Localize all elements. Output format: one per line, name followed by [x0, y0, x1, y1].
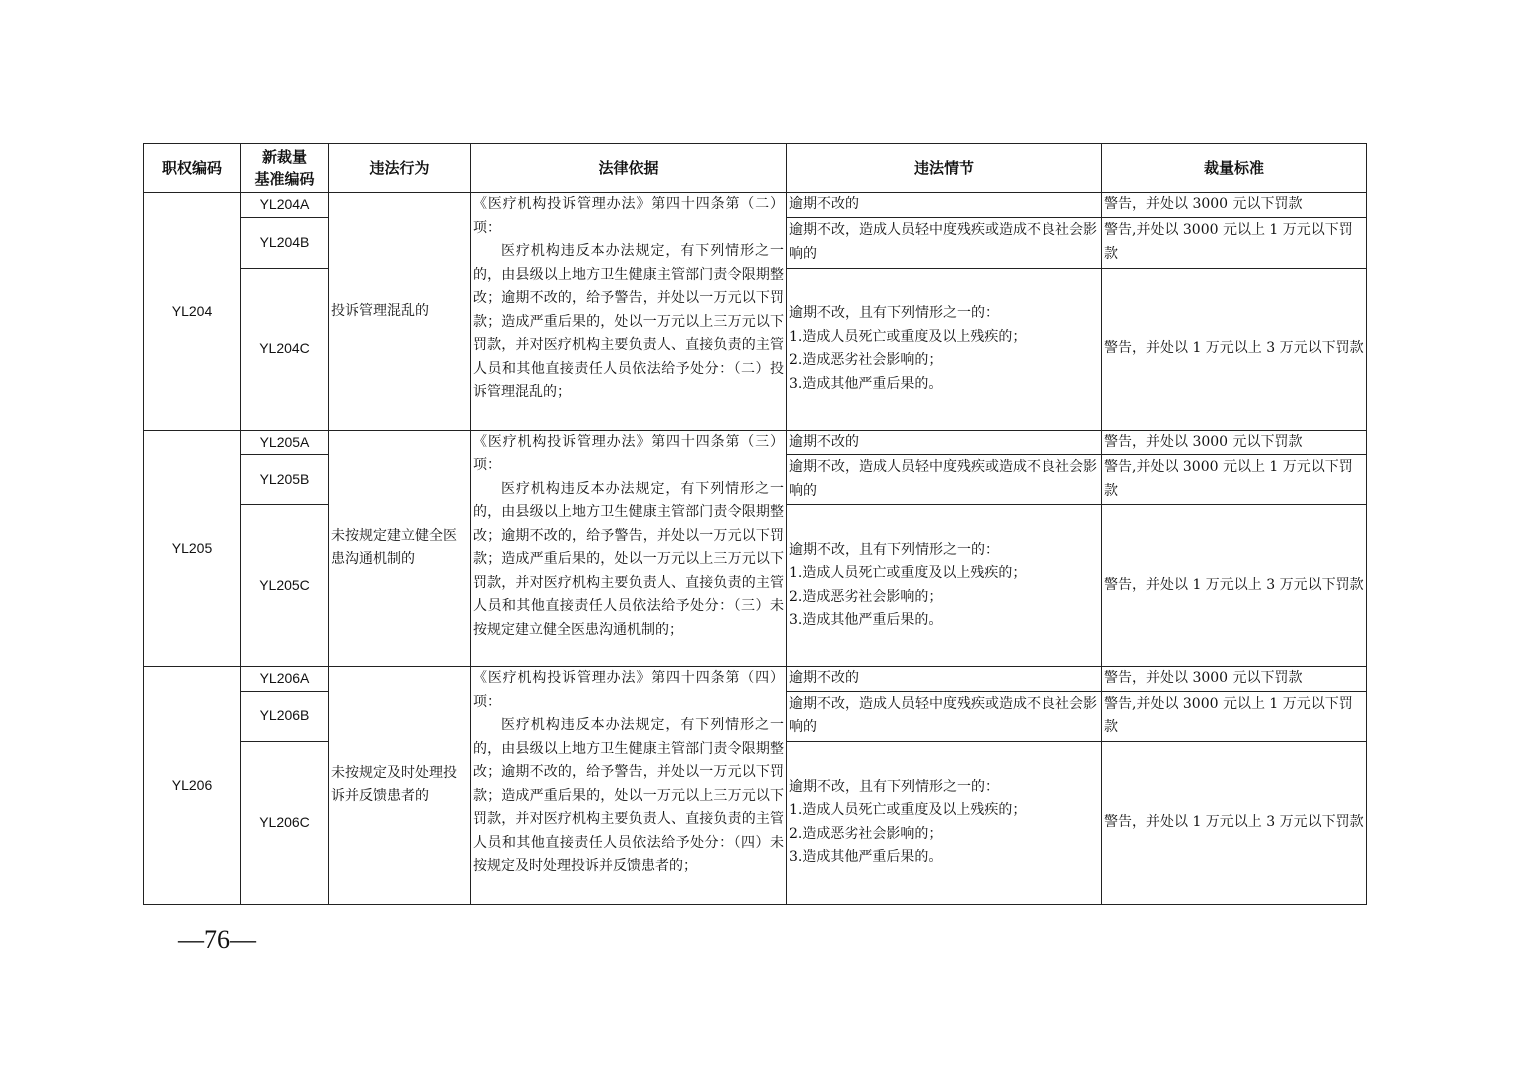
legal-basis-title: 《医疗机构投诉管理办法》第四十四条第（三）项：: [473, 433, 784, 473]
standard-cell: 警告，并处以 3000 元以下罚款: [1102, 667, 1367, 692]
legal-basis-cell: [471, 193, 787, 431]
violation-cell: 未按规定建立健全医患沟通机制的: [329, 430, 471, 667]
standard-cell: 警告,并处以 3000 元以上 1 万元以下罚款: [1102, 217, 1367, 268]
circumstance-cell: 逾期不改，造成人员轻中度残疾或造成不良社会影响的: [787, 455, 1102, 505]
legal-basis-title: 《医疗机构投诉管理办法》第四十四条第（二）项：: [473, 196, 784, 236]
new-code-cell: YL204C: [241, 268, 329, 430]
header-power-code: 职权编码: [144, 144, 241, 193]
standard-cell: 警告，并处以 3000 元以下罚款: [1102, 193, 1367, 218]
header-row: [144, 144, 1367, 193]
legal-basis-body: 医疗机构违反本办法规定，有下列情形之一的，由县级以上地方卫生健康主管部门责令限期整改；逾期不改的，给予警告，并处以一万元以下罚款；造成严重后果的，处以一万元以上三万元以下罚款，并对医疗机构主要负责人、直接负责的主管人员和其他直接责任人员依法给予处分：（三）未按规定建立健全医患沟通机制的；: [473, 480, 784, 638]
violation-cell: 投诉管理混乱的: [329, 193, 471, 431]
header-new-code: [241, 144, 329, 193]
power-code-cell: YL206: [144, 667, 241, 905]
table-row: [144, 193, 1367, 218]
legal-basis-body: 医疗机构违反本办法规定，有下列情形之一的，由县级以上地方卫生健康主管部门责令限期整改；逾期不改的，给予警告，并处以一万元以下罚款；造成严重后果的，处以一万元以上三万元以下罚款，并对医疗机构主要负责人、直接负责的主管人员和其他直接责任人员依法给予处分：（二）投诉管理混乱的；: [473, 243, 784, 400]
header-new-code-line1: 新裁量: [261, 148, 307, 166]
new-code-cell: YL204A: [241, 193, 329, 218]
new-code-cell: YL205A: [241, 430, 329, 455]
group-yl206: [144, 667, 1367, 905]
power-code-cell: YL204: [144, 193, 241, 431]
group-yl205: [144, 430, 1367, 667]
standard-cell: 警告，并处以 1 万元以上 3 万元以下罚款: [1102, 505, 1367, 667]
new-code-cell: YL206A: [241, 667, 329, 692]
legal-basis-cell: [471, 667, 787, 905]
standard-cell: 警告，并处以 3000 元以下罚款: [1102, 430, 1367, 455]
circumstance-cell: 逾期不改，且有下列情形之一的： 1.造成人员死亡或重度及以上残疾的； 2.造成恶劣社会影响的； 3.造成其他严重后果的。: [787, 741, 1102, 904]
circumstance-cell: 逾期不改的: [787, 430, 1102, 455]
new-code-cell: YL206C: [241, 741, 329, 904]
header-violation: 违法行为: [329, 144, 471, 193]
circumstance-cell: 逾期不改的: [787, 667, 1102, 692]
circumstance-cell: 逾期不改，造成人员轻中度残疾或造成不良社会影响的: [787, 691, 1102, 741]
header-circumstance: 违法情节: [787, 144, 1102, 193]
power-code-cell: YL205: [144, 430, 241, 667]
standard-cell: 警告，并处以 1 万元以上 3 万元以下罚款: [1102, 741, 1367, 904]
circumstance-cell: 逾期不改，且有下列情形之一的： 1.造成人员死亡或重度及以上残疾的； 2.造成恶劣社会影响的； 3.造成其他严重后果的。: [787, 268, 1102, 430]
new-code-cell: YL204B: [241, 217, 329, 268]
page-number: —76—: [178, 925, 256, 954]
legal-basis-body: 医疗机构违反本办法规定，有下列情形之一的，由县级以上地方卫生健康主管部门责令限期整改；逾期不改的，给予警告，并处以一万元以下罚款；造成严重后果的，处以一万元以上三万元以下罚款，并对医疗机构主要负责人、直接负责的主管人员和其他直接责任人员依法给予处分：（四）未按规定及时处理投诉并反馈患者的；: [473, 717, 784, 874]
standard-cell: 警告，并处以 1 万元以上 3 万元以下罚款: [1102, 268, 1367, 430]
header-legal-basis: 法律依据: [471, 144, 787, 193]
header-new-code-line2: 基准编码: [254, 170, 315, 188]
group-yl204: [144, 193, 1367, 431]
legal-basis-cell: [471, 430, 787, 667]
new-code-cell: YL205C: [241, 505, 329, 667]
circumstance-cell: 逾期不改，且有下列情形之一的： 1.造成人员死亡或重度及以上残疾的； 2.造成恶劣社会影响的； 3.造成其他严重后果的。: [787, 505, 1102, 667]
discretion-table: [143, 143, 1367, 905]
standard-cell: 警告,并处以 3000 元以上 1 万元以下罚款: [1102, 455, 1367, 505]
header-standard: 裁量标准: [1102, 144, 1367, 193]
table-row: [144, 430, 1367, 455]
standard-cell: 警告,并处以 3000 元以上 1 万元以下罚款: [1102, 691, 1367, 741]
circumstance-cell: 逾期不改的: [787, 193, 1102, 218]
table-row: [144, 667, 1367, 692]
violation-cell: 未按规定及时处理投诉并反馈患者的: [329, 667, 471, 905]
circumstance-cell: 逾期不改，造成人员轻中度残疾或造成不良社会影响的: [787, 217, 1102, 268]
new-code-cell: YL206B: [241, 691, 329, 741]
new-code-cell: YL205B: [241, 455, 329, 505]
legal-basis-title: 《医疗机构投诉管理办法》第四十四条第（四）项：: [473, 670, 784, 710]
